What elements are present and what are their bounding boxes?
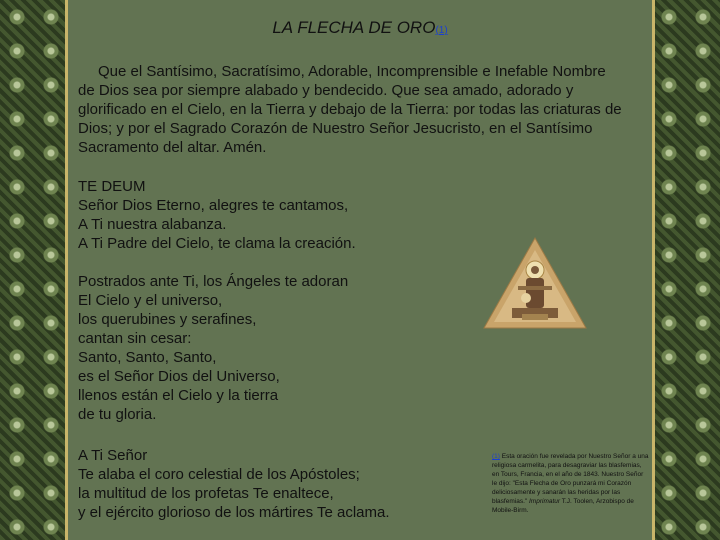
- left-ornamental-border: [0, 0, 68, 540]
- holy-trinity-triangle-icon: [482, 236, 588, 330]
- stanza-line: cantan sin cesar:: [78, 330, 192, 347]
- stanza-line: A Ti Señor: [78, 447, 148, 464]
- stanza-line: TE DEUM: [78, 178, 146, 195]
- slide-panel: [68, 0, 652, 540]
- footnote-text: Esta oración fue revelada por Nuestro Señor a una religiosa carmelita, para desagraviar las blasfemias, en Tours, Francia, en el año de 1843. Nuestro Señor le dijo: "Esta Flecha de Oro punzará mi Corazón deliciosamente y sanarán las heridas por las blasfemias.": [492, 453, 649, 505]
- stanza-line: Te alaba el coro celestial de los Apóstoles;: [78, 466, 360, 483]
- stanza-line: Postrados ante Ti, los Ángeles te adoran: [78, 273, 349, 290]
- stanza-line: Santo, Santo, Santo,: [78, 349, 217, 366]
- title-text: LA FLECHA DE ORO: [272, 18, 436, 37]
- stanza-line: los querubines y serafines,: [78, 311, 257, 328]
- stanza-line: la multitud de los profetas Te enaltece,: [78, 485, 334, 502]
- page-title: [68, 18, 652, 38]
- te-deum-stanza-1: [78, 177, 438, 253]
- stanza-line: A Ti Padre del Cielo, te clama la creación.: [78, 235, 356, 252]
- title-footnote-link[interactable]: (1): [435, 25, 448, 36]
- right-ornamental-border: [652, 0, 720, 540]
- stanza-line: llenos están el Cielo y la tierra: [78, 387, 279, 404]
- stanza-line: Señor Dios Eterno, alegres te cantamos,: [78, 197, 349, 214]
- stanza-line: A Ti nuestra alabanza.: [78, 216, 227, 233]
- stanza-line: de tu gloria.: [78, 406, 157, 423]
- te-deum-stanza-3: [78, 446, 458, 522]
- stanza-line: El Cielo y el universo,: [78, 292, 223, 309]
- footnote-ref-link[interactable]: (1): [492, 453, 500, 460]
- stanza-line: y el ejército glorioso de los mártires Te aclama.: [78, 504, 390, 521]
- footnote: [492, 452, 650, 515]
- footnote-signature: T.J. Toolen, Arzobispo de Mobile-Birm.: [492, 498, 634, 514]
- stanza-line: es el Señor Dios del Universo,: [78, 368, 280, 385]
- intro-paragraph: Que el Santísimo, Sacratísimo, Adorable, Incomprensible e Inefable Nombre de Dios sea por siempre alabado y bendecido. Que sea amado, adorado y glorificado en el Cielo, en la Tierra y debajo de la Tierra: por todas las criaturas de Dios; y por el Sagrado Corazón de Nuestro Señor Jesucristo, en el Santísimo Sacramento del altar. Amén.: [78, 63, 622, 156]
- footnote-imprimatur: Imprimatur: [529, 498, 561, 505]
- te-deum-stanza-2: [78, 272, 418, 424]
